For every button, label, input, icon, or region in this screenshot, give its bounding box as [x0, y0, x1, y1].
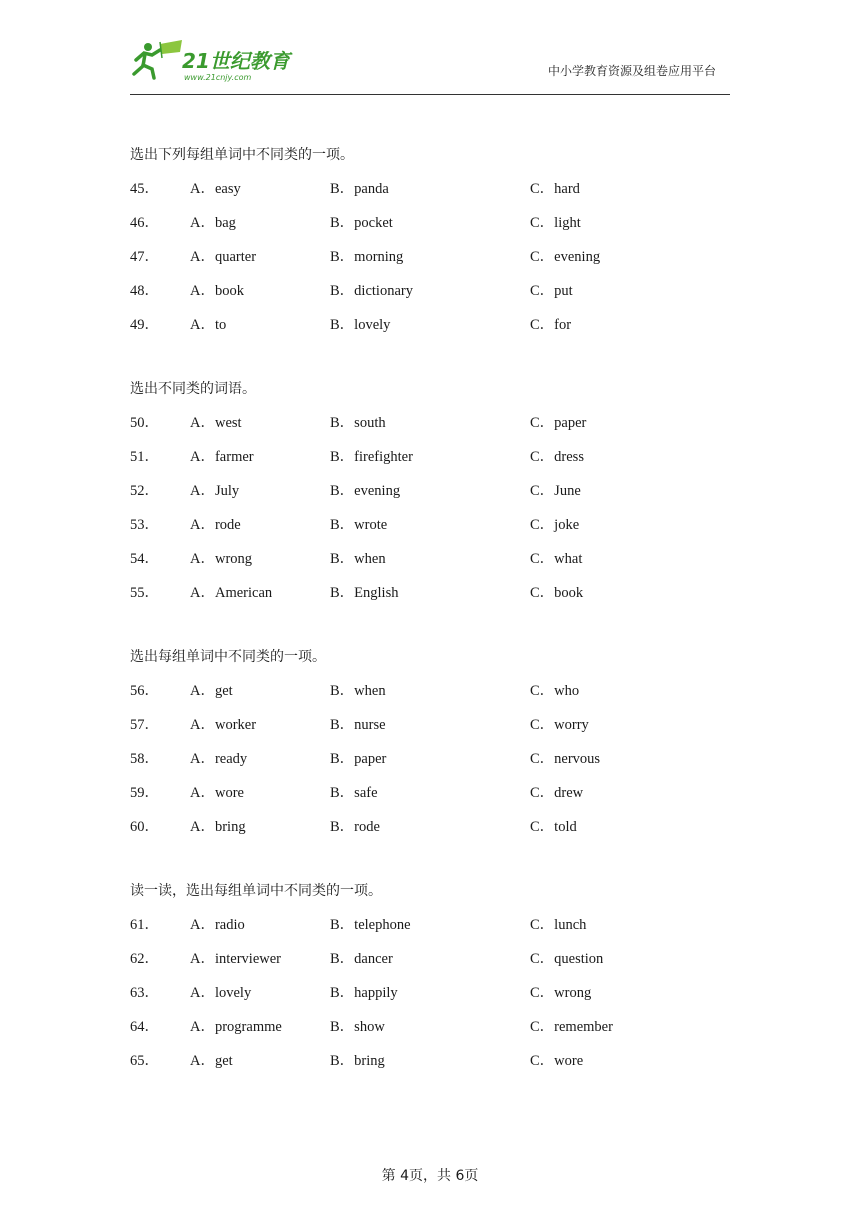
option-a: A．wrong — [190, 551, 253, 567]
option-b: B．lovely — [330, 317, 391, 333]
option-c: C．what — [530, 551, 583, 567]
question-content — [130, 141, 730, 1081]
option-c: C．hard — [530, 181, 580, 197]
question-row — [130, 945, 730, 979]
option-a: A．farmer — [190, 449, 254, 465]
question-number: 59． — [130, 785, 159, 801]
question-row — [130, 979, 730, 1013]
question-row — [130, 409, 730, 443]
option-a: A．get — [190, 683, 233, 699]
option-c: C．who — [530, 683, 580, 699]
option-b: B．telephone — [330, 917, 411, 933]
option-a: A．to — [190, 317, 227, 333]
option-c: C．remember — [530, 1019, 613, 1035]
option-a: A．bag — [190, 215, 236, 231]
page-header — [130, 36, 730, 96]
question-row — [130, 477, 730, 511]
question-number: 64． — [130, 1019, 159, 1035]
option-b: B．south — [330, 415, 386, 431]
question-row — [130, 545, 730, 579]
option-a: A．rode — [190, 517, 241, 533]
question-row — [130, 779, 730, 813]
option-b: B．show — [330, 1019, 385, 1035]
question-row — [130, 311, 730, 345]
question-row — [130, 209, 730, 243]
question-row — [130, 443, 730, 477]
option-a: A．American — [190, 585, 273, 601]
option-b: B．when — [330, 551, 386, 567]
platform-name: 中小学教育资源及组卷应用平台 — [547, 64, 716, 78]
question-row — [130, 1013, 730, 1047]
option-c: C．dress — [530, 449, 584, 465]
option-c: C．for — [530, 317, 572, 333]
option-c: C．wrong — [530, 985, 592, 1001]
question-row — [130, 579, 730, 613]
question-number: 54． — [130, 551, 159, 567]
question-number: 45． — [130, 181, 159, 197]
option-b: B．safe — [330, 785, 378, 801]
option-a: A．book — [190, 283, 244, 299]
option-b: B．when — [330, 683, 386, 699]
section-instruction: 读一读，选出每组单词中不同类的一项。 — [130, 883, 382, 899]
option-c: C．told — [530, 819, 577, 835]
question-number: 60． — [130, 819, 159, 835]
question-row — [130, 511, 730, 545]
question-number: 56． — [130, 683, 159, 699]
option-a: A．bring — [190, 819, 246, 835]
section-instruction: 选出下列每组单词中不同类的一项。 — [130, 147, 354, 163]
option-b: B．bring — [330, 1053, 385, 1069]
question-row — [130, 813, 730, 847]
option-c: C．book — [530, 585, 584, 601]
option-a: A．easy — [190, 181, 241, 197]
option-b: B．nurse — [330, 717, 386, 733]
question-row — [130, 911, 730, 945]
question-number: 58． — [130, 751, 159, 767]
option-b: B．paper — [330, 751, 387, 767]
question-section — [130, 375, 730, 613]
question-number: 55． — [130, 585, 159, 601]
option-b: B．firefighter — [330, 449, 413, 465]
question-row — [130, 1047, 730, 1081]
option-b: B．dancer — [330, 951, 393, 967]
option-a: A．ready — [190, 751, 248, 767]
option-c: C．June — [530, 483, 581, 499]
option-a: A．get — [190, 1053, 233, 1069]
option-a: A．interviewer — [190, 951, 281, 967]
option-a: A．July — [190, 483, 240, 499]
question-row — [130, 243, 730, 277]
question-number: 53． — [130, 517, 159, 533]
question-number: 61． — [130, 917, 159, 933]
option-b: B．pocket — [330, 215, 393, 231]
logo-sub-text: www.21cnjy.com — [184, 73, 252, 82]
option-a: A．wore — [190, 785, 244, 801]
option-b: B．dictionary — [330, 283, 413, 299]
question-section — [130, 141, 730, 345]
option-c: C．nervous — [530, 751, 601, 767]
question-number: 49． — [130, 317, 159, 333]
option-c: C．question — [530, 951, 604, 967]
option-c: C．wore — [530, 1053, 584, 1069]
question-number: 51． — [130, 449, 159, 465]
question-section — [130, 877, 730, 1081]
page-number: 第 4页，共 6页 — [381, 1168, 479, 1184]
option-a: A．west — [190, 415, 242, 431]
question-number: 57． — [130, 717, 159, 733]
header-divider — [130, 94, 730, 95]
question-number: 46． — [130, 215, 159, 231]
option-c: C．light — [530, 215, 581, 231]
question-number: 50． — [130, 415, 159, 431]
option-b: B．rode — [330, 819, 380, 835]
section-instruction: 选出每组单词中不同类的一项。 — [130, 649, 326, 665]
question-row — [130, 745, 730, 779]
question-number: 62． — [130, 951, 159, 967]
option-b: B．wrote — [330, 517, 388, 533]
question-number: 47． — [130, 249, 159, 265]
option-a: A．lovely — [190, 985, 252, 1001]
question-row — [130, 677, 730, 711]
option-b: B．happily — [330, 985, 398, 1001]
question-row — [130, 175, 730, 209]
option-c: C．lunch — [530, 917, 587, 933]
option-c: C．worry — [530, 717, 589, 733]
option-b: B．English — [330, 585, 399, 601]
question-section — [130, 643, 730, 847]
option-c: C．joke — [530, 517, 580, 533]
logo-graphic — [130, 36, 300, 86]
question-number: 48． — [130, 283, 159, 299]
question-number: 63． — [130, 985, 159, 1001]
option-a: A．radio — [190, 917, 245, 933]
option-b: B．evening — [330, 483, 401, 499]
section-instruction: 选出不同类的词语。 — [130, 381, 256, 397]
question-row — [130, 277, 730, 311]
option-a: A．quarter — [190, 249, 257, 265]
option-c: C．paper — [530, 415, 587, 431]
question-row — [130, 711, 730, 745]
option-b: B．morning — [330, 249, 404, 265]
option-b: B．panda — [330, 181, 389, 197]
option-a: A．worker — [190, 717, 257, 733]
logo-main-text: 21世纪教育 — [182, 49, 290, 73]
question-number: 52． — [130, 483, 159, 499]
question-number: 65． — [130, 1053, 159, 1069]
option-c: C．evening — [530, 249, 601, 265]
option-a: A．programme — [190, 1019, 282, 1035]
option-c: C．drew — [530, 785, 584, 801]
logo — [130, 36, 300, 86]
option-c: C．put — [530, 283, 573, 299]
